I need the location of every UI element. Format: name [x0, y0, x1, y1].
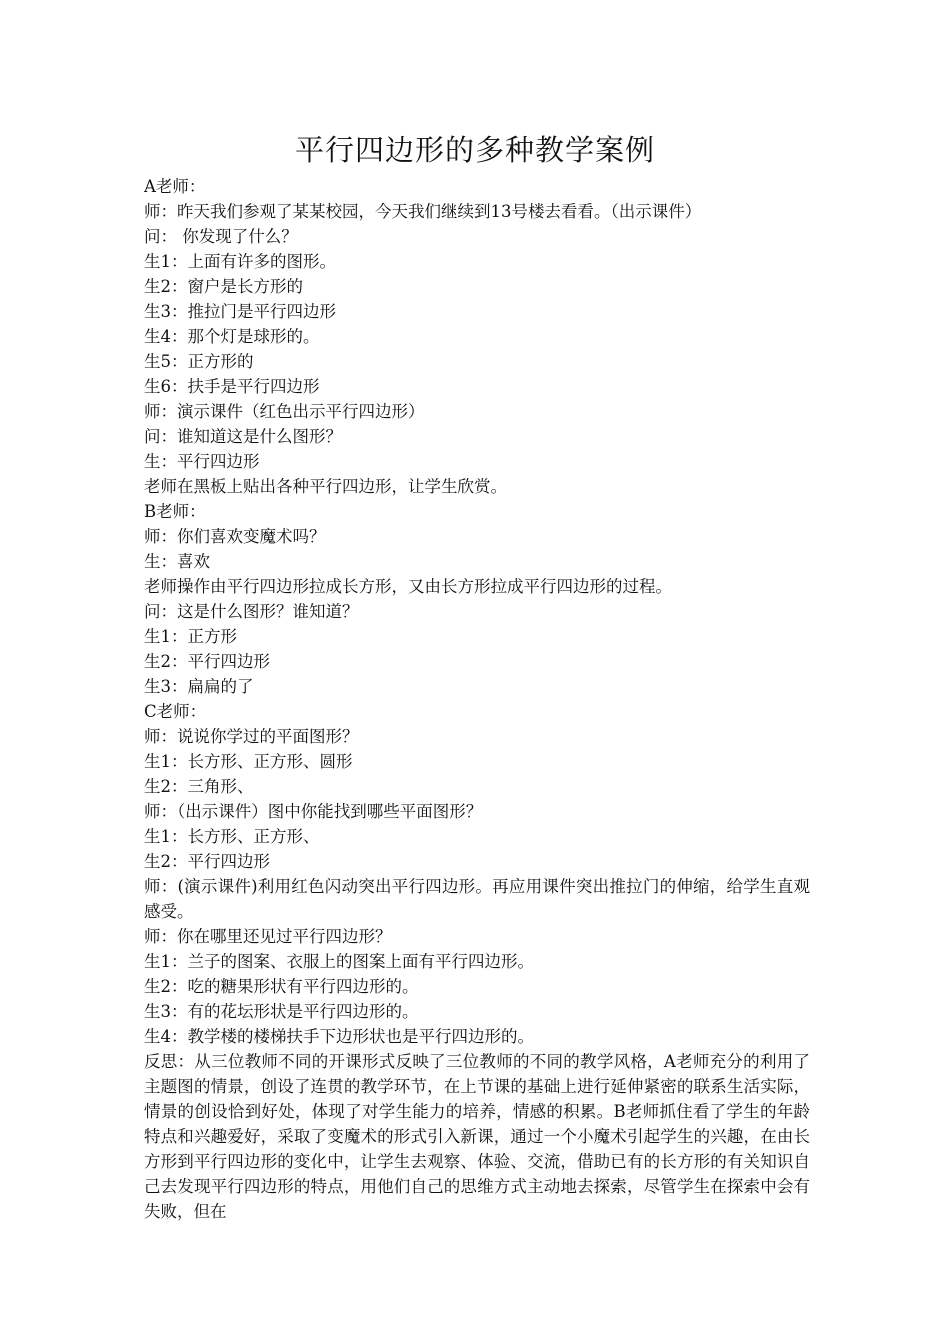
text-line: 老师操作由平行四边形拉成长方形，又由长方形拉成平行四边形的过程。: [144, 577, 672, 596]
text-line: 师：（出示课件）图中你能找到哪些平面图形？: [144, 802, 483, 821]
text-line: 生3：推拉门是平行四边形: [144, 302, 336, 321]
text-line: 生2：三角形、: [144, 777, 254, 796]
text-line: 生2：吃的糖果形状有平行四边形的。: [144, 977, 419, 996]
document-body: [144, 174, 810, 1224]
text-line: 生2：窗户是长方形的: [144, 277, 303, 296]
text-line: 生2：平行四边形: [144, 652, 270, 671]
text-line: 生6：扶手是平行四边形: [144, 377, 320, 396]
text-line: 师：说说你学过的平面图形？: [144, 727, 359, 746]
document-title: 平行四边形的多种教学案例: [294, 133, 655, 167]
text-paragraph: 师：(演示课件)利用红色闪动突出平行四边形。再应用课件突出推拉门的伸缩，给学生直观感受。: [144, 877, 810, 921]
text-line: 生4：那个灯是球形的。: [144, 327, 320, 346]
text-line: 师：你在哪里还见过平行四边形？: [144, 927, 392, 946]
text-line: 问： 你发现了什么？: [144, 227, 298, 246]
text-line: 问：谁知道这是什么图形？: [144, 427, 342, 446]
text-line: 生3：有的花坛形状是平行四边形的。: [144, 1002, 419, 1021]
text-line: 问：这是什么图形？谁知道？: [144, 602, 359, 621]
text-line: 生1：长方形、正方形、: [144, 827, 320, 846]
text-line: 生5：正方形的: [144, 352, 254, 371]
reflection-paragraph: 反思：从三位教师不同的开课形式反映了三位教师的不同的教学风格，A老师充分的利用了主题图的情景，创设了连贯的教学环节，在上节课的基础上进行延伸紧密的联系生活实际，情景的创设恰到好处，体现了对学生能力的培养，情感的积累。B老师抓住看了学生的年龄特点和兴趣爱好，采取了变魔术的形式引入新课，通过一个小魔术引起学生的兴趣，在由长方形到平行四边形的变化中，让学生去观察、体验、交流，借助已有的长方形的有关知识自己去发现平行四边形的特点，用他们自己的思维方式主动地去探索，尽管学生在探索中会有失败，但在: [144, 1052, 810, 1221]
text-line: 生1：兰子的图案、衣服上的图案上面有平行四边形。: [144, 952, 534, 971]
text-line: 生2：平行四边形: [144, 852, 270, 871]
text-line: 师：昨天我们参观了某某校园，今天我们继续到13号楼去看看。（出示课件）: [144, 202, 702, 221]
text-line: 生1：长方形、正方形、圆形: [144, 752, 353, 771]
text-line: 师：你们喜欢变魔术吗？: [144, 527, 326, 546]
text-line: 生3：扁扁的了: [144, 677, 254, 696]
text-line: A老师：: [144, 177, 206, 196]
text-line: C老师：: [144, 702, 207, 721]
text-line: 生：喜欢: [144, 552, 210, 571]
text-line: 老师在黑板上贴出各种平行四边形，让学生欣赏。: [144, 477, 507, 496]
text-line: 生1：正方形: [144, 627, 237, 646]
text-line: 师：演示课件（红色出示平行四边形）: [144, 402, 425, 421]
text-line: 生4：教学楼的楼梯扶手下边形状也是平行四边形的。: [144, 1027, 534, 1046]
text-line: 生：平行四边形: [144, 452, 260, 471]
text-line: B老师：: [144, 502, 206, 521]
text-line: 生1：上面有许多的图形。: [144, 252, 336, 271]
